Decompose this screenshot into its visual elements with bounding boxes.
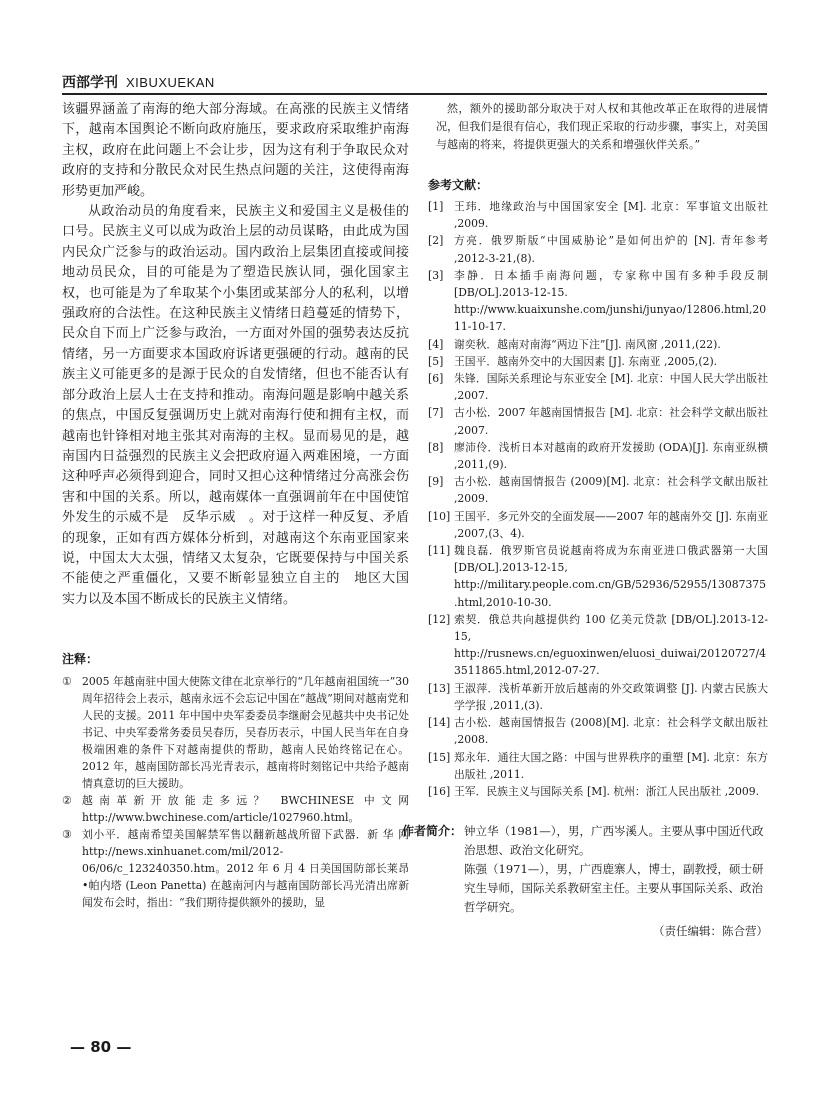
reference-list: [428, 198, 768, 800]
reference-number: [1]: [428, 200, 444, 213]
reference-item: [428, 353, 768, 370]
note-text: 2005 年越南驻中国大使陈文律在北京举行的“几年越南祖国统一”30 周年招待会上表示，越南永远不会忘记中国在“越战”期间对越南党和人民的支援。2011 年中国中央军委委员李继耐会见越共中央书记处书记、中央军委常务委员吴春历，吴春历表示，中国人民当年在自身极端困难的条件下对越南提供的帮助，越南人民始终铭记在心。2012 年，越南国防部长冯光青表示，越南将时刻铭记中共给予越南情真意切的巨大援助。: [82, 675, 409, 791]
right-column: [402, 100, 768, 939]
note-item: [62, 792, 409, 826]
notes-heading: 注释：: [62, 652, 99, 667]
reference-item: [428, 232, 768, 266]
reference-number: [10]: [428, 509, 451, 523]
reference-item: [428, 611, 768, 680]
reference-text: 王淑萍．浅析革新开放后越南的外交政策调整 [J]. 内蒙古民族大学学报 ,2011,(3).: [454, 681, 768, 712]
reference-item: [428, 439, 768, 473]
running-header: [62, 72, 767, 94]
reference-item: [428, 680, 768, 714]
journal-title-en: XIBUXUEKAN: [126, 75, 215, 90]
reference-number: [13]: [428, 681, 451, 695]
reference-text: 古小松．越南国情报告 (2009)[M]. 北京：社会科学文献出版社 ,2009.: [454, 475, 768, 506]
reference-number: [7]: [428, 406, 444, 420]
reference-item: [428, 714, 768, 748]
reference-text: 魏良磊．俄罗斯官员说越南将成为东南亚进口俄武器第一大国 [DB/OL].2013-12-15, http://military.people.com.cn/GB/52936/52955/13087375.html,2010-10-30.: [454, 544, 768, 609]
reference-item: [428, 404, 768, 438]
reference-item: [428, 749, 768, 783]
reference-item: [428, 336, 768, 353]
note-marker: ①: [62, 675, 72, 689]
note-marker: ②: [62, 794, 72, 808]
reference-text: 李静．日本插手南海问题，专家称中国有多种手段反制 [DB/OL].2013-12-15. http://www.kuaixunshe.com/junshi/junyao/12806.html,2011-10-17.: [454, 268, 768, 334]
author-intro-line: 陈强（1971—），男，广西鹿寨人，博士，副教授，硕士研究生导师，国际关系教研室主任。主要从事国际关系、政治哲学研究。: [464, 862, 764, 915]
reference-text: 朱锋．国际关系理论与东亚安全 [M]. 北京：中国人民大学出版社 ,2007.: [454, 372, 768, 403]
reference-text: 廖沛伶．浅析日本对越南的政府开发援助 (ODA)[J]. 东南亚纵横 ,2011,(9).: [454, 440, 768, 472]
note-item: [62, 826, 409, 911]
left-column: [62, 100, 423, 911]
reference-number: [14]: [428, 716, 451, 730]
reference-item: [428, 508, 768, 542]
body-paragraph: 从政治动员的角度看来，民族主义和爱国主义是极佳的口号。民族主义可以成为政治上层的动员谋略，由此成为国内民众广泛参与的政治运动。国内政治上层集团直接或间接地动员民众，目的可能是为了塑造民族认同，强化国家主权，也可能是为了牟取某个小集团或某部分人的私利，以增强政府的合法性。在这种民族主义情绪日趋蔓延的情势下，民众自下而上广泛参与政治，一方面对外国的强势表达反抗情绪，另一方面要求本国政府诉诸更强硬的行动。越南的民族主义可能更多的是源于民众的自发情绪，但也不能否认有部分政治上层人士在支持和推动。南海问题是影响中越关系的焦点，中国反复强调历史上就对南海行使和拥有主权，而越南也针锋相对地主张其对南海的主权。显而易见的是，越南国内日益强烈的民族主义会把政府逼入两难困境，一方面这种呼声必须得到迎合，同时又担心这种情绪过分高涨会伤害和中国的关系。所以，越南媒体一直强调前年在中国使馆外发生的示威不是 反华示威 。对于这样一种反复、矛盾的现象，正如有西方媒体分析到，对越南这个东南亚国家来说，中国太大太强，情绪又太复杂，它既要保持与中国关系不能使之严重僵化，又要不断彰显独立自主的 地区大国 实力以及本国不断成长的民族主义情绪。: [62, 204, 423, 607]
reference-number: [12]: [428, 612, 451, 626]
reference-item: [428, 542, 768, 611]
reference-item: [428, 267, 768, 336]
reference-number: [11]: [428, 544, 451, 558]
reference-number: [4]: [428, 337, 444, 351]
journal-title-cn: 西部学刊: [62, 75, 118, 91]
page-number: — 80 —: [70, 1038, 132, 1056]
reference-text: 索契．俄总共向越提供约 100 亿美元贷款 [DB/OL].2013-12-15, http://rusnews.cn/eguoxinwen/eluosi_duiwai/20120727/43511865.html,2012-07-27.: [454, 612, 768, 678]
reference-number: [15]: [428, 750, 451, 764]
note-text: 越南革新开放能走多远？ BWCHINESE 中文网 http://www.bwchinese.com/article/1027960.html。: [82, 794, 409, 825]
author-intro-line: 钟立华（1981—），男，广西岑溪人。主要从事中国近代政治思想、政治文化研究。: [464, 824, 764, 858]
reference-number: [9]: [428, 475, 444, 489]
reference-text: 谢奕秋．越南对南海“两边下注”[J]. 南风窗 ,2011,(22).: [454, 337, 721, 351]
author-intro-label: 作者简介：: [402, 824, 463, 839]
reference-item: [428, 198, 768, 232]
reference-text: 古小松．2007 年越南国情报告 [M]. 北京：社会科学文献出版社 ,2007.: [454, 406, 768, 437]
reference-text: 方亮．俄罗斯版“中国威胁论”是如何出炉的 [N]. 青年参考 ,2012-3-21,(8).: [454, 234, 768, 265]
header-rule: [62, 93, 767, 95]
reference-number: [6]: [428, 372, 444, 386]
note-text: 刘小平．越南希望美国解禁军售以翻新越战所留下武器．新 华 网 http://news.xinhuanet.com/mil/2012-06/06/c_123240350.htm。2012 年 6 月 4 日美国国防部长莱昂•帕内塔 (Leon Panetta) 在越南河内与越南国防部长冯光清出席新闻发布会时，指出：“我们期待提供额外的援助，显: [82, 828, 409, 910]
reference-number: [5]: [428, 354, 444, 368]
author-intro: [402, 822, 768, 917]
note-continuation: 然，额外的援助部分取决于对人权和其他改革正在取得的进展情况，但我们是很有信心，我们现正采取的行动步骤，事实上，对美国与越南的将来，将提供更强大的关系和增强伙伴关系。”: [436, 102, 768, 151]
note-item: [62, 673, 409, 792]
reference-number: [2]: [428, 234, 444, 248]
references-heading: 参考文献：: [428, 178, 489, 192]
reference-text: 王军．民族主义与国际关系 [M]. 杭州：浙江人民出版社 ,2009.: [454, 784, 760, 798]
note-marker: ③: [62, 828, 72, 842]
reference-text: 王国平．多元外交的全面发展——2007 年的越南外交 [J]. 东南亚 ,2007,(3、4).: [454, 509, 768, 540]
reference-text: 王玮．地缘政治与中国国家安全 [M]. 北京：军事谊文出版社 ,2009.: [454, 200, 768, 231]
body-paragraph: 该疆界涵盖了南海的绝大部分海域。在高涨的民族主义情绪下，越南本国舆论不断向政府施压，要求政府采取维护南海主权，政府在此问题上不会让步，因为这有利于争取民众对政府的支持和分散民众对民生热点问题的关注，这使得南海形势更加严峻。: [62, 102, 409, 199]
reference-item: [428, 783, 768, 800]
reference-number: [8]: [428, 440, 444, 454]
reference-number: [16]: [428, 784, 451, 798]
reference-item: [428, 370, 768, 404]
reference-text: 王国平．越南外交中的大国因素 [J]. 东南亚 ,2005,(2).: [454, 354, 718, 368]
responsible-editor: （责任编辑：陈合营）: [653, 924, 768, 939]
reference-text: 郑永年．通往大国之路：中国与世界秩序的重塑 [M]. 北京：东方出版社 ,2011.: [454, 750, 768, 781]
reference-item: [428, 473, 768, 507]
reference-text: 古小松．越南国情报告 (2008)[M]. 北京：社会科学文献出版社 ,2008.: [454, 716, 768, 747]
reference-number: [3]: [428, 268, 444, 282]
